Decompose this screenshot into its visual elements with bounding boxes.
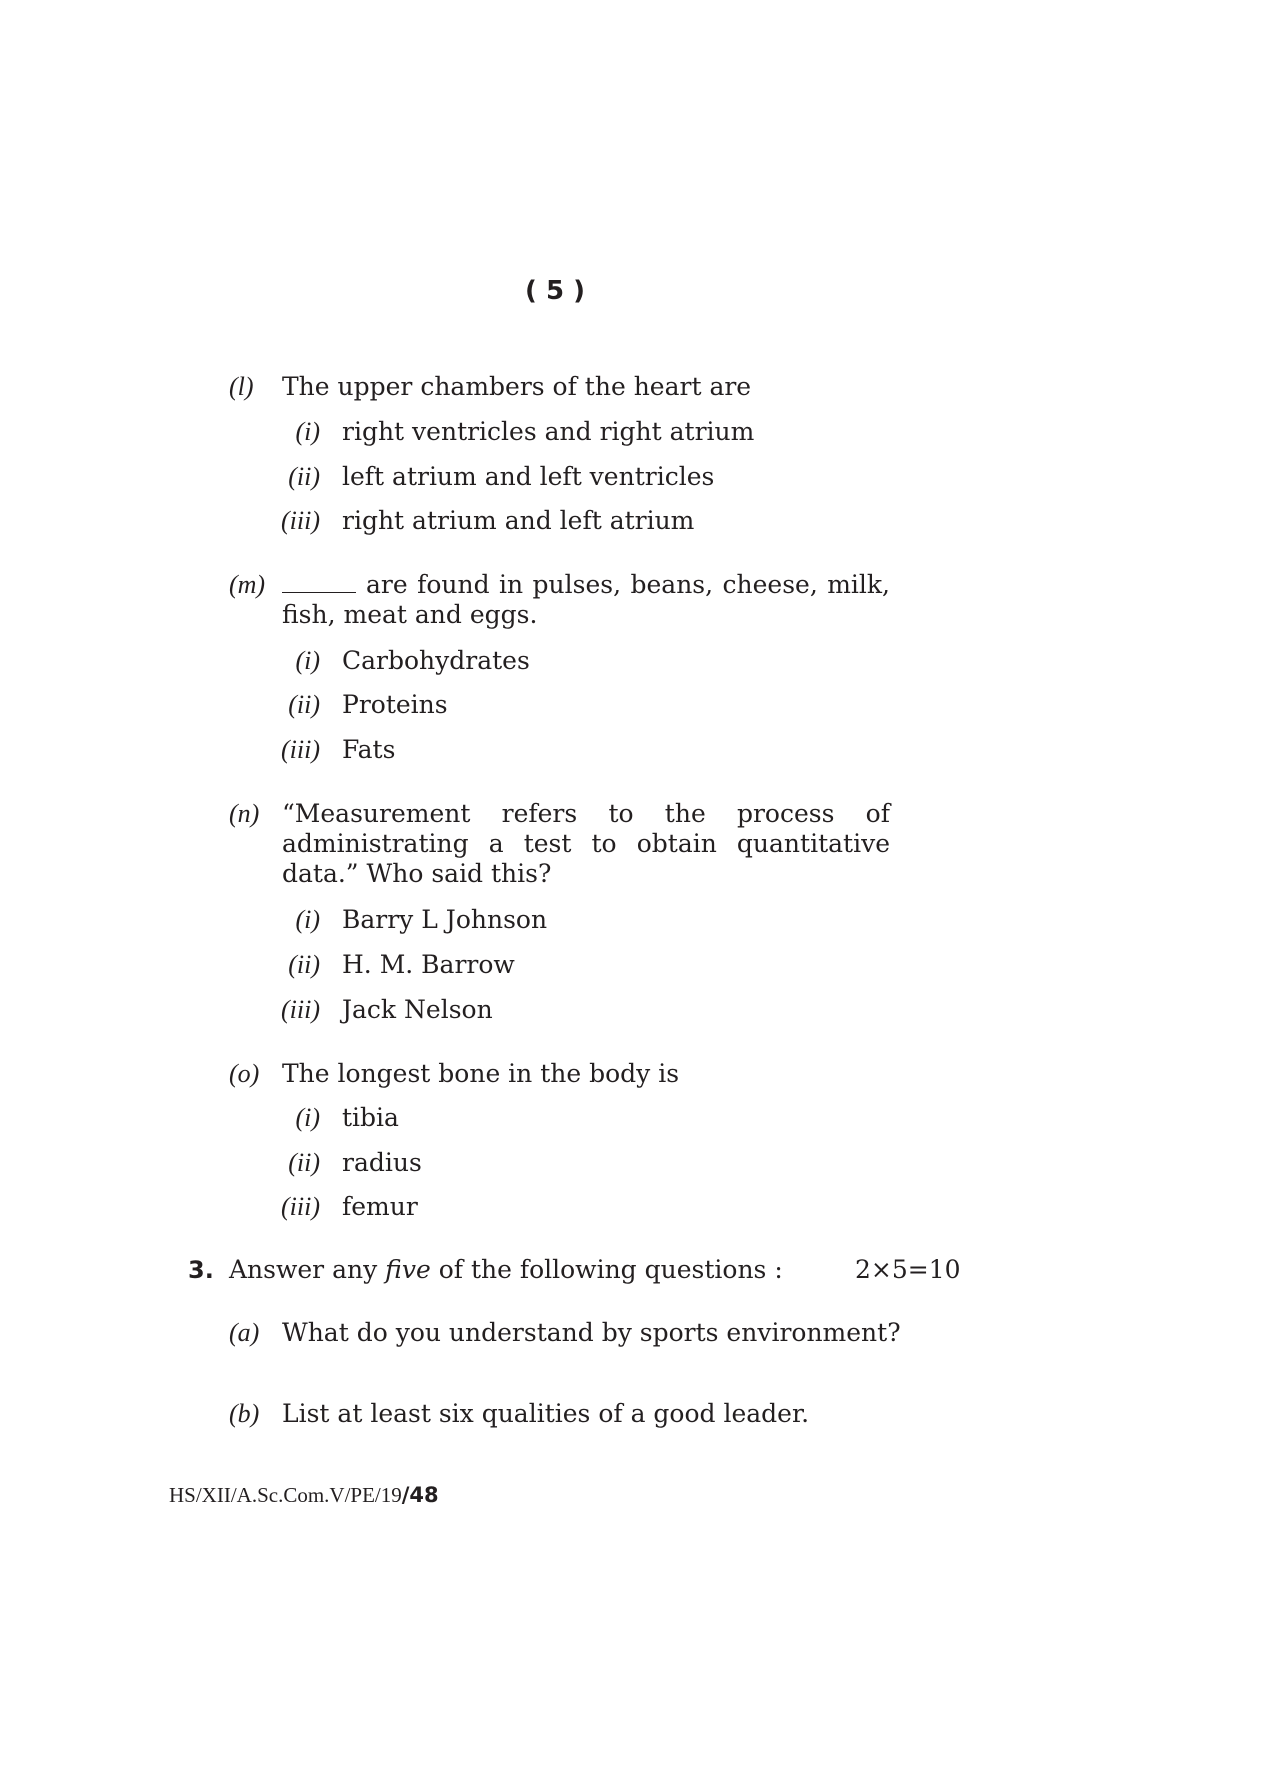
question-o-option-iii-text: femur (342, 1192, 418, 1221)
fill-in-blank (282, 570, 356, 593)
question-n-label: (n) (229, 799, 260, 828)
question-n-option-i-text: Barry L Johnson (342, 905, 548, 934)
question-l-option-i-label: (i) (295, 417, 320, 446)
question-m-line-1: are found in pulses, beans, cheese, milk, (282, 570, 890, 600)
question-l-option-i-text: right ventricles and right atrium (342, 417, 755, 446)
section-3-marks: 2×5=10 (855, 1255, 961, 1284)
question-o-option-i-text: tibia (342, 1103, 399, 1132)
question-m-option-ii-text: Proteins (342, 690, 448, 719)
question-n-option-i-label: (i) (295, 905, 320, 934)
question-n-line-2: administrating a test to obtain quantitative (282, 829, 890, 858)
question-n-option-ii-label: (ii) (288, 950, 320, 979)
question-l-text: The upper chambers of the heart are (282, 372, 752, 401)
question-l-option-ii-text: left atrium and left ventricles (342, 462, 715, 491)
question-m-option-iii-label: (iii) (281, 735, 320, 764)
question-l-option-ii-label: (ii) (288, 462, 320, 491)
question-n-option-ii-text: H. M. Barrow (342, 950, 515, 979)
section-3-item-a-text: What do you understand by sports environment? (282, 1318, 901, 1347)
section-3-item-b-label: (b) (229, 1399, 260, 1428)
question-o-option-ii-text: radius (342, 1148, 422, 1177)
question-m-option-iii-text: Fats (342, 735, 396, 764)
question-o-label: (o) (229, 1059, 260, 1088)
page-number: ( 5 ) (525, 276, 585, 306)
footer-paper-code: HS/XII/A.Sc.Com.V/PE/19/48 (169, 1483, 439, 1507)
question-l-label: (l) (229, 372, 254, 401)
question-n-text (282, 799, 890, 889)
question-n-option-iii-text: Jack Nelson (342, 995, 493, 1024)
question-m-option-i-label: (i) (295, 646, 320, 675)
question-l-option-iii-label: (iii) (281, 506, 320, 535)
question-l-option-iii-text: right atrium and left atrium (342, 506, 695, 535)
question-n-option-iii-label: (iii) (281, 995, 320, 1024)
question-o-text: The longest bone in the body is (282, 1059, 680, 1088)
section-3-item-a-label: (a) (229, 1318, 260, 1347)
section-3-instruction: Answer any five of the following questions : (229, 1255, 783, 1284)
question-o-option-ii-label: (ii) (288, 1148, 320, 1177)
question-n-line-3: data.” Who said this? (282, 859, 552, 888)
question-n-line-1: “Measurement refers to the process of (282, 799, 890, 828)
question-o-option-iii-label: (iii) (281, 1192, 320, 1221)
question-m-label: (m) (229, 570, 266, 599)
question-o-option-i-label: (i) (295, 1103, 320, 1132)
question-m-line-2: fish, meat and eggs. (282, 600, 538, 629)
section-3-number: 3. (188, 1256, 214, 1284)
question-m-option-i-text: Carbohydrates (342, 646, 530, 675)
question-m-option-ii-label: (ii) (288, 690, 320, 719)
section-3-item-b-text: List at least six qualities of a good leader. (282, 1399, 810, 1428)
question-m-text (282, 570, 890, 630)
